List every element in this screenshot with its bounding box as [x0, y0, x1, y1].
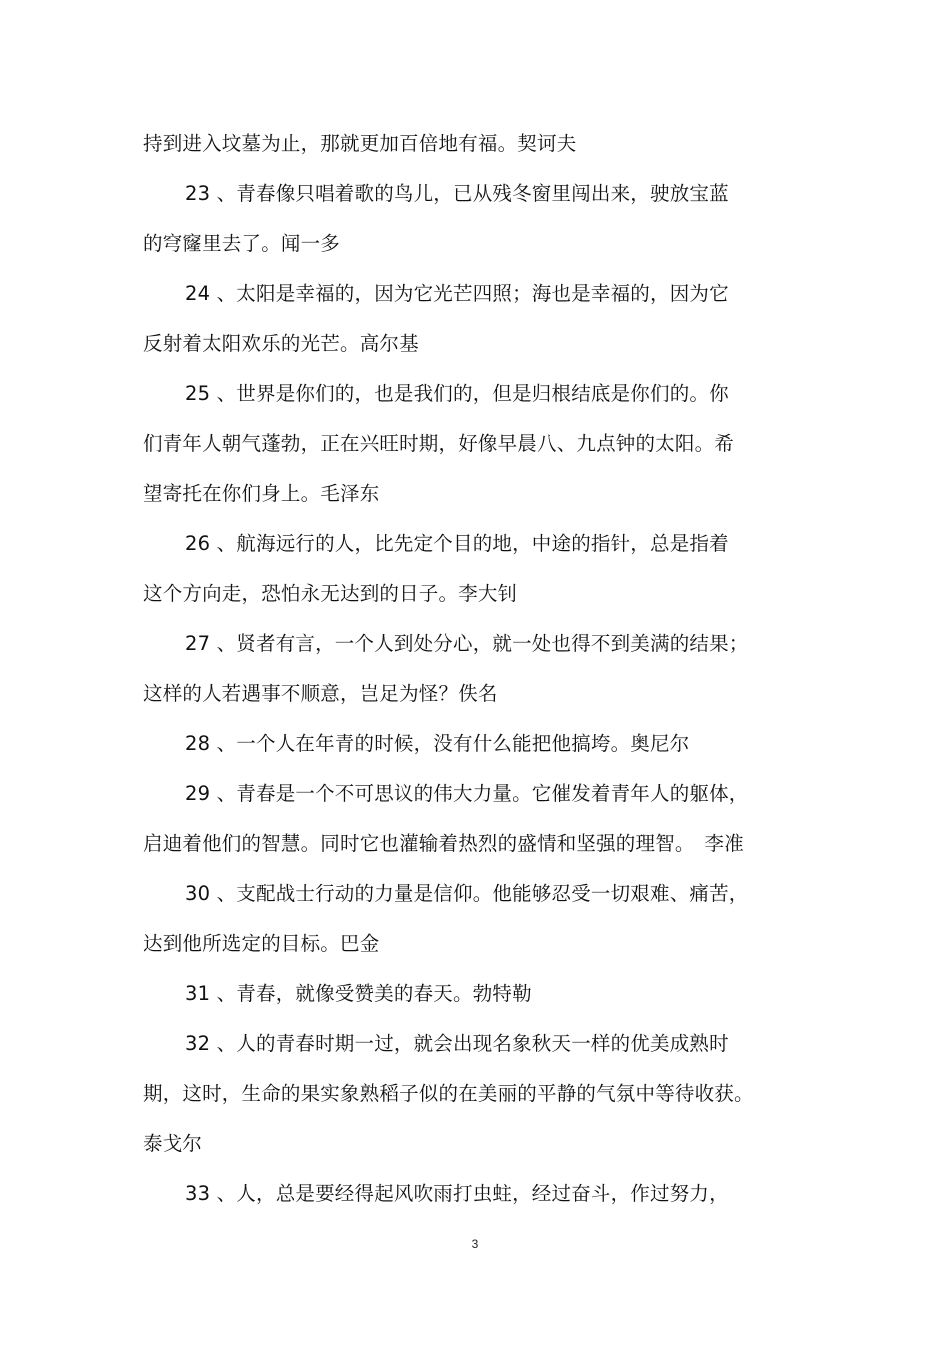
text-line: 启迪着他们的智慧。同时它也灌输着热烈的盛情和坚强的理智。 李准 [143, 832, 744, 855]
text-line: 27 、贤者有言，一个人到处分心，就一处也得不到美满的结果； [185, 632, 749, 655]
text-line: 望寄托在你们身上。毛泽东 [143, 482, 380, 505]
text-line: 期，这时，生命的果实象熟稻子似的在美丽的平静的气氛中等待收获。 [143, 1082, 754, 1105]
text-line: 持到进入坟墓为止，那就更加百倍地有福。契诃夫 [143, 132, 577, 155]
page-number: 3 [471, 1237, 479, 1251]
text-line: 们青年人朝气蓬勃，正在兴旺时期，好像早晨八、九点钟的太阳。希 [143, 432, 735, 455]
text-line: 29 、青春是一个不可思议的伟大力量。它催发着青年人的躯体， [185, 782, 749, 805]
text-line: 这个方向走，恐怕永无达到的日子。李大钊 [143, 582, 518, 605]
text-line: 的穹窿里去了。闻一多 [143, 232, 341, 255]
text-line: 23 、青春像只唱着歌的鸟儿，已从残冬窗里闯出来，驶放宝蓝 [185, 182, 729, 205]
text-line: 达到他所选定的目标。巴金 [143, 932, 380, 955]
text-line: 这样的人若遇事不顺意，岂足为怪？佚名 [143, 682, 498, 705]
text-line: 32 、人的青春时期一过，就会出现名象秋天一样的优美成熟时 [185, 1032, 729, 1055]
text-line: 泰戈尔 [143, 1132, 203, 1155]
text-line: 26 、航海远行的人，比先定个目的地，中途的指针，总是指着 [185, 532, 729, 555]
text-line: 33 、人，总是要经得起风吹雨打虫蛀，经过奋斗，作过努力， [185, 1182, 729, 1205]
text-line: 30 、支配战士行动的力量是信仰。他能够忍受一切艰难、痛苦， [185, 882, 749, 905]
text-line: 25 、世界是你们的，也是我们的，但是归根结底是你们的。你 [185, 382, 729, 405]
text-line: 24 、太阳是幸福的，因为它光芒四照；海也是幸福的，因为它 [185, 282, 729, 305]
text-line: 28 、一个人在年青的时候，没有什么能把他搞垮。奥尼尔 [185, 732, 690, 755]
text-line: 31 、青春，就像受赞美的春天。勃特勒 [185, 982, 532, 1005]
text-line: 反射着太阳欢乐的光芒。高尔基 [143, 332, 419, 355]
